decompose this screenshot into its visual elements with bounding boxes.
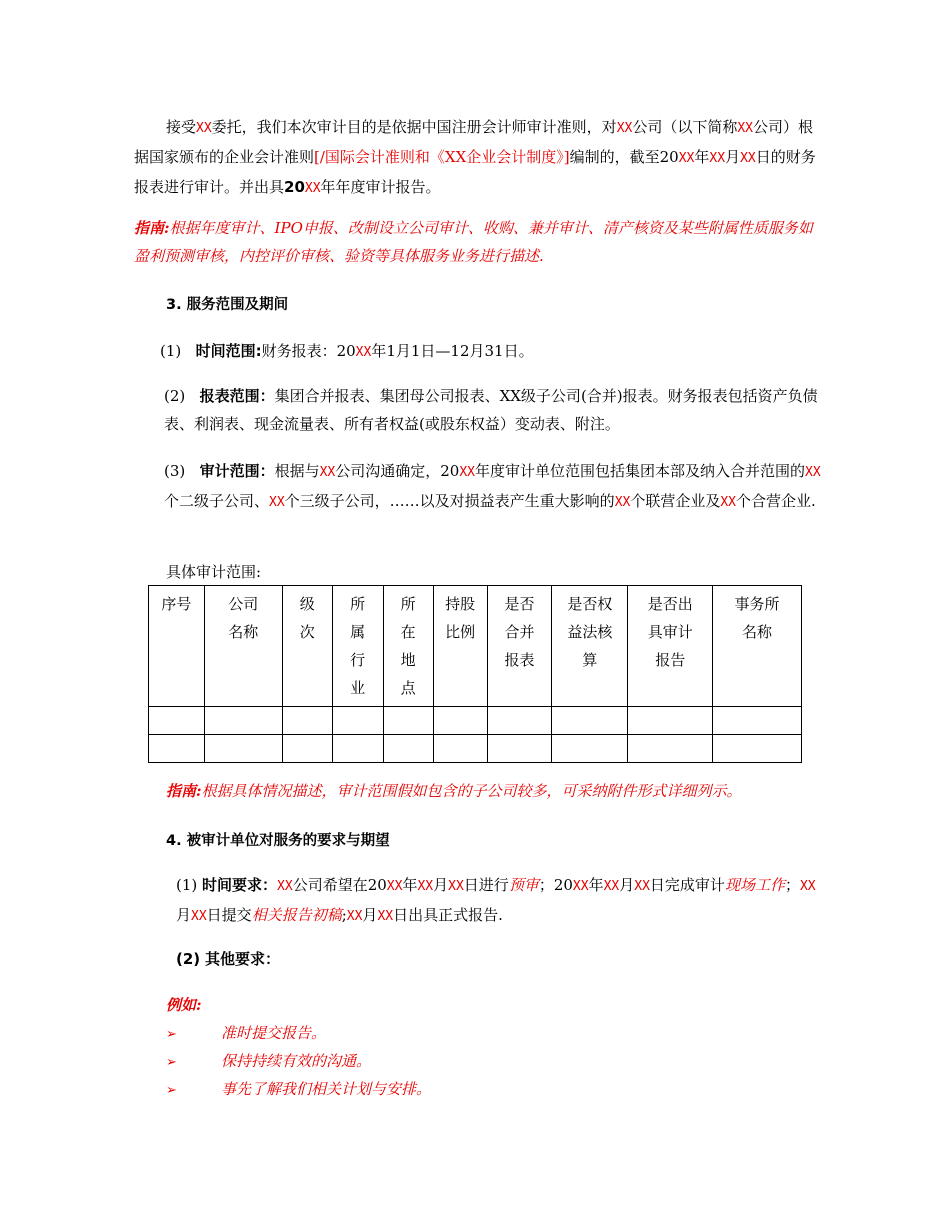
arrow-bullet-icon: ➢ [166,1055,177,1070]
col-header: 公司名称 [204,586,282,707]
item-label: 报表范围： [199,387,275,405]
table-cell [149,707,205,735]
placeholder-xx: XX [386,879,403,894]
col-header: 是否权益法核算 [552,586,628,707]
item-number: (2) [164,387,186,405]
intro-text: 公司（以下简称 [632,118,738,136]
item-text: 日进行 [463,876,509,894]
placeholder-xx: XX [720,495,737,510]
placeholder-xx: XX [616,121,633,136]
guide-text: 根据年度审计、IPO申报、改制设立公司审计、收购、兼并审计、清产核资及某些附属性质服务如盈利预测审核，内控评价审核、验资等具体服务业务进行描述. [134,219,813,265]
table-cell [204,735,282,763]
item-text: 个三级子公司，……以及对损益表产生重大影响的 [284,492,615,510]
section-4-item-2 [176,945,776,973]
item-text: ； [784,876,800,894]
standards-bracket: [/国际会计准则和《XX企业会计制度》] [314,148,570,166]
scope-table-caption: 具体审计范围: [166,563,262,581]
placeholder-xx: XX [740,151,756,166]
table-cell [149,735,205,763]
col-header: 所属行业 [332,586,383,707]
item-label: 其他要求： [204,950,280,968]
placeholder-xx: XX [377,909,394,924]
item-text: 月 [433,876,449,894]
section-4-title: 4. 被审计单位对服务的要求与期望 [166,833,390,849]
item-text: 年 [402,876,418,894]
item-number: (2) [176,950,201,968]
section-3-item-1 [160,337,820,367]
table-cell [628,735,713,763]
item-text: 公司沟通确定，20 [335,462,460,480]
col-header: 所在地点 [383,586,433,707]
table-cell [282,707,332,735]
example-item [166,1075,806,1105]
guide-note-2 [166,777,846,805]
item-number: (1) [160,342,182,360]
placeholder-xx: XX [614,495,631,510]
section-3-title: 3. 服务范围及期间 [166,297,289,313]
example-item [166,1019,806,1049]
item-text: 集团合并报表、集团母公司报表、XX级子公司(合并)报表。财务报表包括资产负债表、利润表、现金流量表、所有者权益(或股东权益）变动表、附注。 [164,387,818,433]
col-header: 序号 [149,586,205,707]
col-header: 持股比例 [433,586,487,707]
table-cell [383,735,433,763]
intro-text: 日的财务报表进行审计。并出具 [134,148,816,196]
table-row [149,707,802,735]
section-3-item-2 [164,382,822,438]
placeholder-xx: XX [572,879,589,894]
table-cell [628,707,713,735]
item-text: 个二级子公司、 [164,492,270,510]
table-cell [552,707,628,735]
item-text: 公司希望在20 [292,876,387,894]
col-header: 级次 [282,586,332,707]
placeholder-xx: XX [269,495,285,510]
example-item-text: 事先了解我们相关计划与安排。 [221,1080,432,1098]
arrow-bullet-icon: ➢ [166,1027,177,1042]
placeholder-xx: XX [355,345,372,360]
placeholder-xx: XX [737,121,754,136]
item-text: ; [341,906,347,924]
placeholder-xx: XX [191,909,207,924]
placeholder-xx: XX [799,879,816,894]
item-text: 年 [588,876,604,894]
table-cell [383,707,433,735]
item-text: 月 [176,906,192,924]
table-cell [713,735,802,763]
guide-note-1 [134,214,820,270]
item-text: 年1月1日—12月31日。 [371,342,534,360]
table-cell [487,707,552,735]
table-cell [204,707,282,735]
table-cell [433,735,487,763]
fieldwork-term: 现场工作 [724,876,785,894]
placeholder-xx: XX [459,465,475,480]
intro-paragraph [134,113,820,203]
intro-text: 公司）根据国家颁布的企业会计准则 [134,118,814,166]
placeholder-xx: XX [319,465,336,480]
item-text: ；20 [538,876,573,894]
section-4-item-1 [176,871,826,931]
table-cell [713,707,802,735]
example-label-text: 例如: [166,996,202,1014]
item-text: 财务报表：20 [261,342,356,360]
item-text: 个合营企业. [736,492,816,510]
placeholder-xx: XX [196,121,212,136]
placeholder-xx: XX [634,879,650,894]
example-label [166,991,366,1019]
table-cell [552,735,628,763]
item-text: 月 [362,906,378,924]
item-text: 根据与 [274,462,320,480]
example-item [166,1047,806,1077]
placeholder-xx: XX [346,909,363,924]
example-item-text: 保持持续有效的沟通。 [221,1052,372,1070]
item-label: 时间范围: [195,342,262,360]
placeholder-xx: XX [805,465,821,480]
item-label: 时间要求： [202,876,278,894]
placeholder-xx: XX [304,181,321,196]
example-item-text: 准时提交报告。 [221,1024,327,1042]
placeholder-xx: XX [709,151,726,166]
item-text: 日提交 [206,906,252,924]
intro-text: 编制的，截至20 [569,148,679,166]
intro-text: 月 [725,148,741,166]
guide-label: 指南: [134,219,170,237]
placeholder-xx: XX [448,879,464,894]
col-header: 事务所名称 [713,586,802,707]
table-row [149,735,802,763]
intro-text: 年 [694,148,710,166]
item-text: 个联营企业及 [630,492,721,510]
scope-table [148,585,802,763]
placeholder-xx: XX [277,879,293,894]
table-cell [332,707,383,735]
placeholder-xx: XX [417,879,434,894]
placeholder-xx: XX [678,151,695,166]
placeholder-xx: XX [603,879,620,894]
item-text: 日完成审计 [649,876,725,894]
item-text: 年度审计单位范围包括集团本部及纳入合并范围的 [475,462,806,480]
item-text: 月 [619,876,635,894]
intro-year: 20 [284,178,305,196]
arrow-bullet-icon: ➢ [166,1083,177,1098]
col-header: 是否合并报表 [487,586,552,707]
guide-label: 指南: [166,782,202,800]
table-cell [332,735,383,763]
item-number: (1) [176,876,198,894]
draft-report-term: 相关报告初稿 [251,906,342,924]
section-3-item-3 [164,457,822,517]
table-header-row [149,586,802,707]
item-label: 审计范围： [199,462,275,480]
intro-text: 委托，我们本次审计目的是依据中国注册会计师审计准则，对 [211,118,617,136]
table-cell [487,735,552,763]
item-number: (3) [164,462,186,480]
pre-audit-term: 预审 [508,876,539,894]
col-header: 是否出具审计报告 [628,586,713,707]
table-cell [433,707,487,735]
intro-text: 接受 [166,118,197,136]
item-text: 日出具正式报告. [393,906,503,924]
guide-text: 根据具体情况描述，审计范围假如包含的子公司较多，可采纳附件形式详细列示。 [201,782,742,800]
intro-text: 年年度审计报告。 [320,178,441,196]
table-cell [282,735,332,763]
